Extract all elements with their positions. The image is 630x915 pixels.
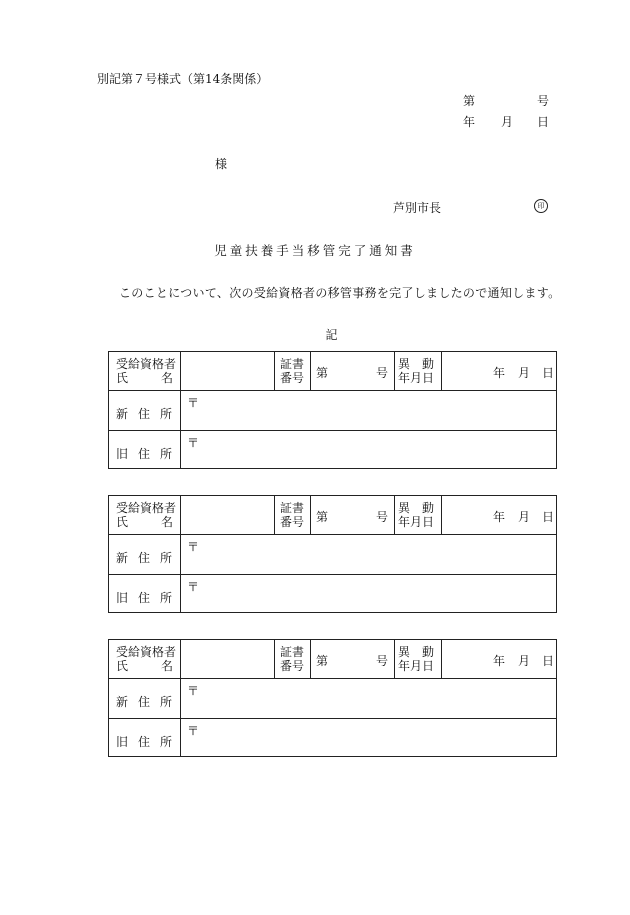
document-number-prefix: 第 (463, 94, 476, 108)
postal-mark: 〒 (187, 436, 200, 450)
addressee-suffix: 様 (215, 157, 228, 171)
certificate-label: 証書 番号 (280, 357, 305, 385)
old-address-field[interactable] (181, 431, 558, 468)
document-number-suffix: 号 (537, 94, 550, 108)
column-divider (394, 352, 395, 390)
postal-mark: 〒 (187, 684, 200, 698)
change-date-label: 異 動 年月日 (398, 357, 435, 385)
column-divider (274, 352, 275, 390)
recipient-name-field[interactable] (181, 640, 274, 678)
recipient-name-field[interactable] (181, 352, 274, 390)
ki-heading: 記 (325, 328, 338, 342)
column-divider (394, 640, 395, 678)
recipient-label: 受給資格者 氏 名 (116, 357, 177, 385)
recipient-name-field[interactable] (181, 496, 274, 534)
column-divider (274, 496, 275, 534)
issuer-name: 芦別市長 (393, 201, 442, 215)
new-address-field[interactable] (181, 391, 558, 430)
new-address-field[interactable] (181, 535, 558, 574)
new-address-label: 新住所 (116, 695, 183, 709)
certificate-label: 証書 番号 (280, 645, 305, 673)
change-date-field[interactable]: 年 月 日 (493, 654, 555, 668)
new-address-label: 新住所 (116, 551, 183, 565)
record-table-2 (108, 495, 557, 613)
column-divider (274, 640, 275, 678)
recipient-label: 受給資格者 氏 名 (116, 645, 177, 673)
document-body: このことについて、次の受給資格者の移管事務を完了しましたので通知します。 (119, 286, 561, 300)
old-address-label: 旧住所 (116, 591, 183, 605)
certificate-label: 証書 番号 (280, 501, 305, 529)
postal-mark: 〒 (187, 580, 200, 594)
recipient-label: 受給資格者 氏 名 (116, 501, 177, 529)
issue-date-month: 月 (501, 115, 514, 129)
new-address-label: 新住所 (116, 407, 183, 421)
new-address-field[interactable] (181, 679, 558, 718)
change-date-label: 異 動 年月日 (398, 501, 435, 529)
issue-date-day: 日 (537, 115, 550, 129)
old-address-field[interactable] (181, 719, 558, 756)
certificate-number-field[interactable]: 第 号 (316, 366, 389, 380)
record-table-3 (108, 639, 557, 757)
old-address-label: 旧住所 (116, 447, 183, 461)
issue-date-year: 年 (463, 115, 476, 129)
seal-mark: 印 (534, 199, 548, 213)
postal-mark: 〒 (187, 396, 200, 410)
change-date-field[interactable]: 年 月 日 (493, 510, 555, 524)
form-reference: 別記第７号様式（第14条関係） (97, 72, 269, 86)
certificate-number-field[interactable]: 第 号 (316, 510, 389, 524)
postal-mark: 〒 (187, 540, 200, 554)
change-date-label: 異 動 年月日 (398, 645, 435, 673)
old-address-field[interactable] (181, 575, 558, 612)
document-title: 児童扶養手当移管完了通知書 (214, 243, 416, 258)
column-divider (394, 496, 395, 534)
old-address-label: 旧住所 (116, 735, 183, 749)
postal-mark: 〒 (187, 724, 200, 738)
change-date-field[interactable]: 年 月 日 (493, 366, 555, 380)
record-table-1 (108, 351, 557, 469)
certificate-number-field[interactable]: 第 号 (316, 654, 389, 668)
